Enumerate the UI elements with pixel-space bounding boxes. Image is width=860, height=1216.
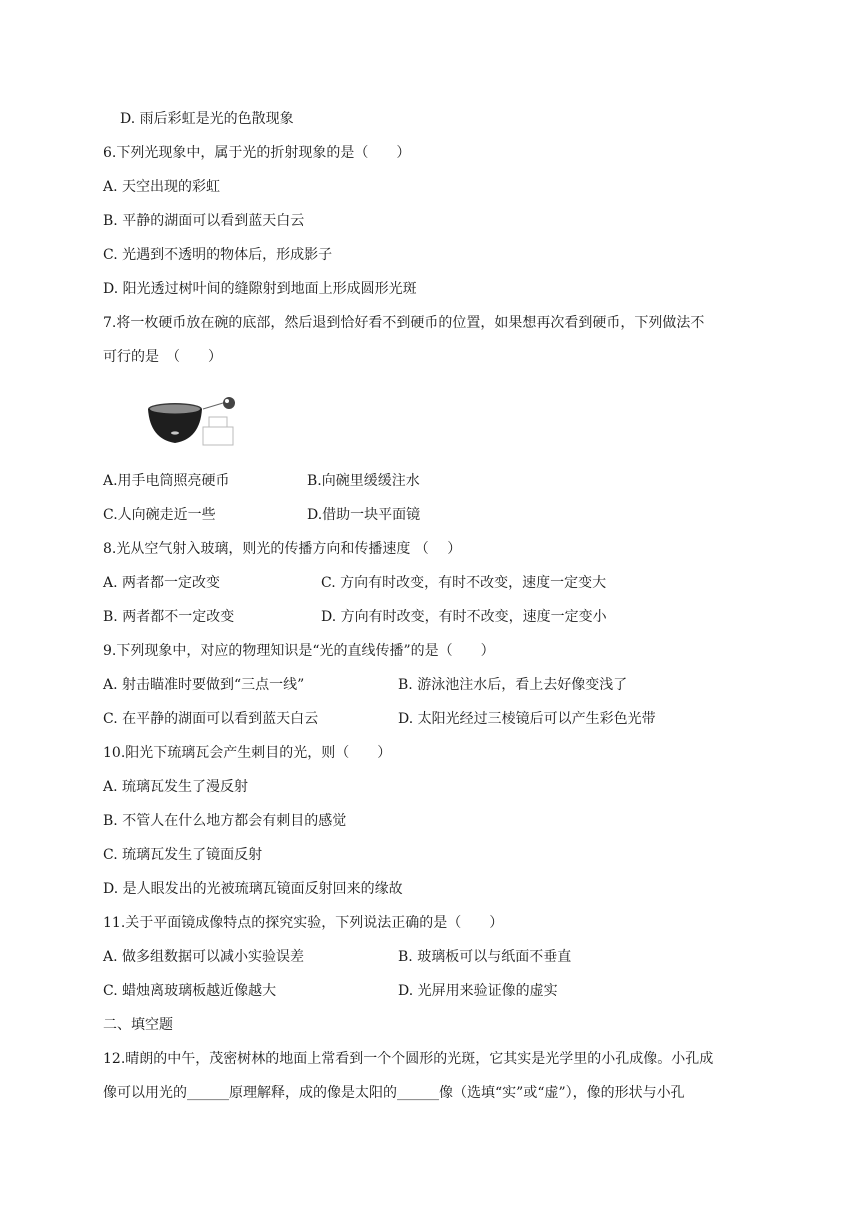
section-fill-in-heading: 二、填空题 [103, 1017, 173, 1033]
q9-option-d: D. 太阳光经过三棱镜后可以产生彩色光带 [398, 711, 656, 727]
q8-option-a: A. 两者都一定改变 [103, 575, 221, 591]
q6-stem: 6.下列光现象中，属于光的折射现象的是（ ） [103, 145, 411, 161]
q9-stem: 9.下列现象中，对应的物理知识是“光的直线传播”的是（ ） [103, 643, 495, 659]
q11-option-c: C. 蜡烛离玻璃板越近像越大 [103, 983, 277, 999]
q7-option-d: D.借助一块平面镜 [307, 507, 421, 523]
q12-stem-line1: 12.晴朗的中午，茂密树林的地面上常看到一个个圆形的光斑，它其实是光学里的小孔成像。小孔成 [103, 1051, 714, 1067]
q11-option-b: B. 玻璃板可以与纸面不垂直 [398, 949, 572, 965]
q11-option-a: A. 做多组数据可以减小实验误差 [103, 949, 305, 965]
q6-option-b: B. 平静的湖面可以看到蓝天白云 [103, 213, 305, 229]
bowl-coin-illustration [143, 387, 243, 449]
q7-stem-line1: 7.将一枚硬币放在碗的底部，然后退到恰好看不到硬币的位置，如果想再次看到硬币，下列做法不 [103, 315, 705, 331]
q7-option-c: C.人向碗走近一些 [103, 507, 216, 523]
q10-option-a: A. 琉璃瓦发生了漫反射 [103, 779, 249, 795]
q10-option-b: B. 不管人在什么地方都会有刺目的感觉 [103, 813, 347, 829]
q7-option-a: A.用手电筒照亮硬币 [103, 473, 230, 489]
q7-stem-line2: 可行的是 （ ） [103, 349, 222, 365]
q9-option-a: A. 射击瞄准时要做到“三点一线” [103, 677, 305, 693]
q9-option-b: B. 游泳池注水后，看上去好像变浅了 [398, 677, 628, 693]
q5-option-d: D. 雨后彩虹是光的色散现象 [120, 111, 294, 127]
q8-option-c: C. 方向有时改变，有时不改变，速度一定变大 [321, 575, 607, 591]
q10-stem: 10.阳光下琉璃瓦会产生刺目的光，则（ ） [103, 745, 392, 761]
q10-option-d: D. 是人眼发出的光被琉璃瓦镜面反射回来的缘故 [103, 881, 403, 897]
q6-option-d: D. 阳光透过树叶间的缝隙射到地面上形成圆形光斑 [103, 281, 417, 297]
q8-option-b: B. 两者都不一定改变 [103, 609, 235, 625]
q11-option-d: D. 光屏用来验证像的虚实 [398, 983, 558, 999]
q6-option-c: C. 光遇到不透明的物体后，形成影子 [103, 247, 333, 263]
q9-option-c: C. 在平静的湖面可以看到蓝天白云 [103, 711, 319, 727]
q6-option-a: A. 天空出现的彩虹 [103, 179, 221, 195]
q8-stem: 8.光从空气射入玻璃，则光的传播方向和传播速度 （ ） [103, 541, 462, 557]
q8-option-d: D. 方向有时改变，有时不改变，速度一定变小 [321, 609, 607, 625]
q12-stem-line2: 像可以用光的______原理解释，成的像是太阳的______像（选填“实”或“虚”），像的形状与小孔 [103, 1085, 685, 1101]
q11-stem: 11.关于平面镜成像特点的探究实验，下列说法正确的是（ ） [103, 915, 504, 931]
q10-option-c: C. 琉璃瓦发生了镜面反射 [103, 847, 263, 863]
q7-option-b: B.向碗里缓缓注水 [307, 473, 420, 489]
